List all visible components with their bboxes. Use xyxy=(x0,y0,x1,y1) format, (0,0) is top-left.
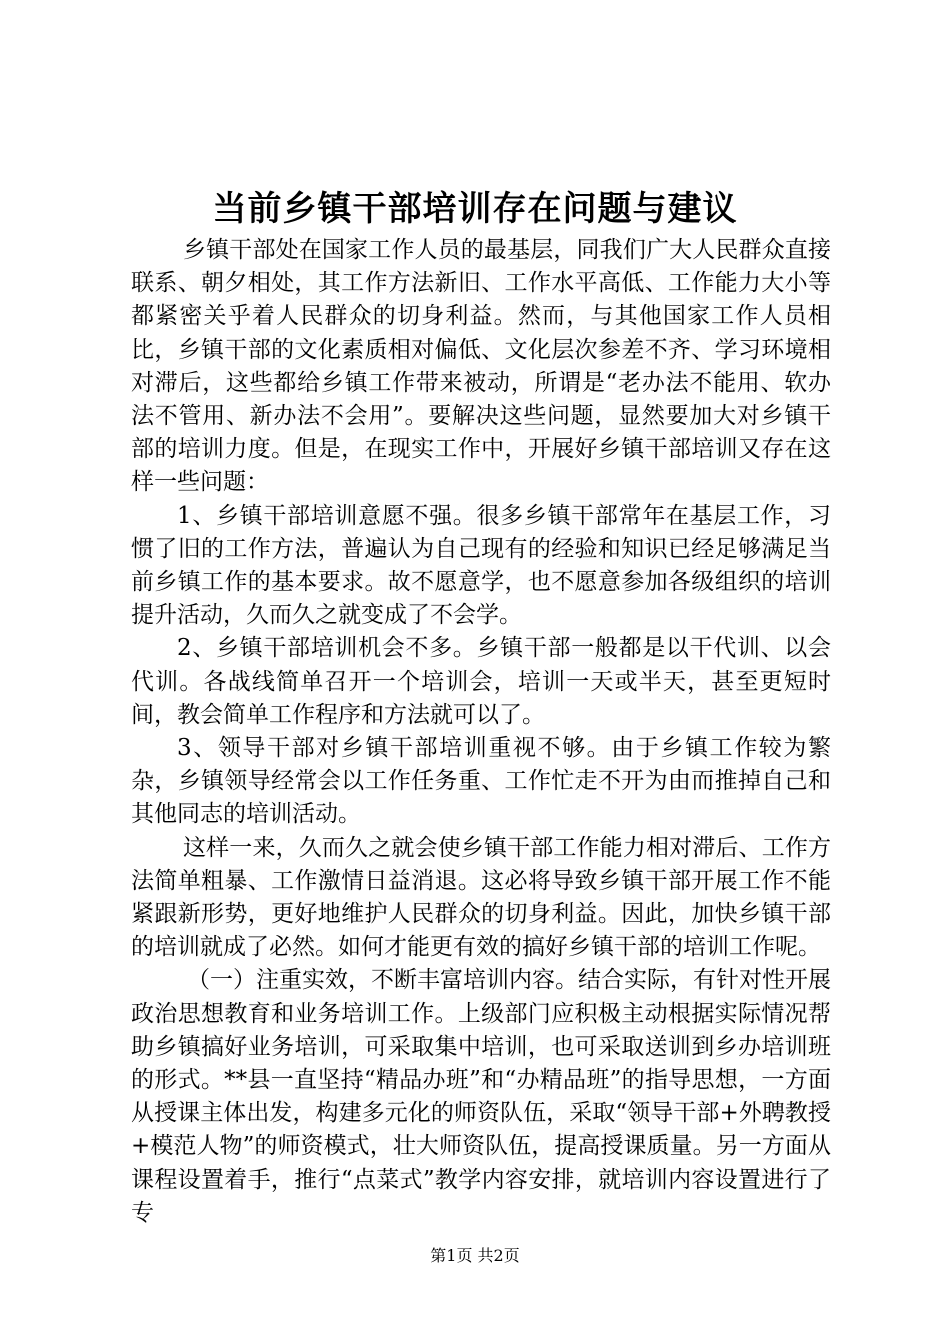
paragraph-suggestion-1: （一）注重实效，不断丰富培训内容。结合实际，有针对性开展政治思想教育和业务培训工作。上级部门应积极主动根据实际情况帮助乡镇搞好业务培训，可采取集中培训，也可采取送训到乡办培训班的形式。**县一直坚持“精品办班”和“办精品班”的指导思想，一方面从授课主体出发，构建多元化的师资队伍，采取“领导干部+外聘教授+模范人物”的师资模式，壮大师资队伍，提高授课质量。另一方面从课程设置着手，推行“点菜式”教学内容安排，就培训内容设置进行了专 xyxy=(131,967,831,1226)
paragraph-consequence: 这样一来，久而久之就会使乡镇干部工作能力相对滞后、工作方法简单粗暴、工作激情日益消退。这必将导致乡镇干部开展工作不能紧跟新形势，更好地维护人民群众的切身利益。因此，加快乡镇干部的培训就成了必然。如何才能更有效的搞好乡镇干部的培训工作呢。 xyxy=(131,834,831,961)
paragraph-problem-2: 2、乡镇干部培训机会不多。乡镇干部一般都是以干代训、以会代训。各战线简单召开一个培训会，培训一天或半天，甚至更短时间，教会简单工作程序和方法就可以了。 xyxy=(131,635,831,728)
paragraph-problem-3: 3、领导干部对乡镇干部培训重视不够。由于乡镇工作较为繁杂，乡镇领导经常会以工作任务重、工作忙走不开为由而推掉自己和其他同志的培训活动。 xyxy=(131,735,831,828)
paragraph-problem-1: 1、乡镇干部培训意愿不强。很多乡镇干部常年在基层工作，习惯了旧的工作方法，普遍认为自己现有的经验和知识已经足够满足当前乡镇工作的基本要求。故不愿意学，也不愿意参加各级组织的培训提升活动，久而久之就变成了不会学。 xyxy=(131,502,831,629)
document-title: 当前乡镇干部培训存在问题与建议 xyxy=(212,189,738,229)
document-body xyxy=(131,234,831,1230)
page-number: 第1页 共2页 xyxy=(430,1246,520,1265)
paragraph-intro: 乡镇干部处在国家工作人员的最基层，同我们广大人民群众直接联系、朝夕相处，其工作方法新旧、工作水平高低、工作能力大小等都紧密关乎着人民群众的切身利益。然而，与其他国家工作人员相比，乡镇干部的文化素质相对偏低、文化层次参差不齐、学习环境相对滞后，这些都给乡镇工作带来被动，所谓是“老办法不能用、软办法不管用、新办法不会用”。要解决这些问题，显然要加大对乡镇干部的培训力度。但是，在现实工作中，开展好乡镇干部培训又存在这样一些问题： xyxy=(131,237,831,496)
